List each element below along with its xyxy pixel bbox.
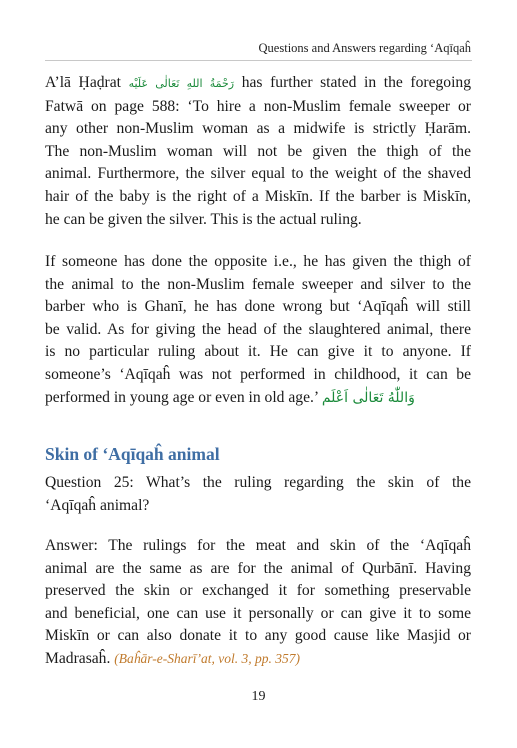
paragraph-1-line-1-text: has further stated in the foregoing — [241, 74, 472, 91]
paragraph-1-line-6: hair of the baby is the right of a Miskīn. If the barber is Miskīn, — [45, 187, 471, 205]
question-block — [45, 472, 471, 517]
answer-line-3: preserved the skin or exchanged it for something preservable — [45, 582, 471, 600]
paragraph-1-line-2: Fatwā on page 588: ‘To hire a non-Muslim female sweeper or — [45, 97, 471, 115]
question-line-2: ‘Aqīqaĥ animal? — [45, 496, 150, 514]
answer-block — [45, 535, 471, 671]
answer-line-5: Miskīn or can also donate it to any good cause like Masjid or — [45, 627, 471, 645]
arabic-honorific: رَحْمَةُ اللهِ تَعَالٰى عَلَيْه — [128, 77, 235, 90]
paragraph-1-line-3: any other non-Muslim woman as a midwife is strictly Ḥarām. — [45, 120, 471, 138]
opening-name: A’lā Ḥaḍrat — [45, 74, 121, 91]
arabic-closing: وَاللّٰهُ تَعَالٰى اَعْلَم — [321, 389, 415, 406]
paragraph-2-line-3: barber who is Ghanī, he has done wrong but ‘Aqīqaĥ will still — [45, 298, 471, 316]
section-heading: Skin of ‘Aqīqaĥ animal — [45, 444, 220, 464]
answer-line-4: and beneficial, one can use it personally or can give it to some — [45, 604, 471, 622]
question-label: Question 25: — [45, 474, 134, 491]
answer-line-6 — [45, 648, 471, 671]
paragraph-2-line-2: the animal to the non-Muslim female sweeper and silver to the — [45, 275, 471, 293]
answer-line-1-text: The rulings for the meat and skin of the ‘Aqīqaĥ — [108, 537, 471, 554]
answer-line-2: animal are the same as are for the animal of Qurbānī. Having — [45, 559, 471, 577]
paragraph-2-line-7-text: performed in young age or even in old age.’ — [45, 388, 318, 406]
running-header: Questions and Answers regarding ‘Aqīqaĥ — [258, 41, 471, 55]
paragraph-2-line-7 — [45, 387, 471, 410]
answer-line-6-text: Madrasaĥ. — [45, 649, 111, 667]
paragraph-1-line-5: animal. Furthermore, the silver equal to the weight of the shaved — [45, 165, 471, 183]
paragraph-1 — [45, 72, 471, 231]
paragraph-2-line-6: someone’s ‘Aqīqaĥ was not performed in childhood, it can be — [45, 365, 471, 383]
question-line-1-text: What’s the ruling regarding the skin of the — [146, 474, 471, 491]
paragraph-1-line-1 — [45, 72, 471, 96]
page-number: 19 — [251, 689, 266, 704]
question-line-1 — [45, 472, 471, 495]
paragraph-1-line-4: The non-Muslim woman will not be given the thigh of the — [45, 142, 471, 160]
header-divider — [45, 60, 472, 61]
citation: (Baĥār-e-Sharī’at, vol. 3, pp. 357) — [114, 650, 300, 666]
answer-label: Answer: — [45, 537, 98, 554]
paragraph-2 — [45, 251, 471, 409]
answer-line-1 — [45, 535, 471, 558]
paragraph-1-line-7: he can be given the silver. This is the actual ruling. — [45, 210, 362, 228]
paragraph-2-line-5: is no particular ruling about it. He can give it to anyone. If — [45, 343, 471, 361]
paragraph-2-line-1: If someone has done the opposite i.e., he has given the thigh of — [45, 253, 471, 270]
paragraph-2-line-4: be valid. As for giving the head of the slaughtered animal, there — [45, 320, 471, 338]
